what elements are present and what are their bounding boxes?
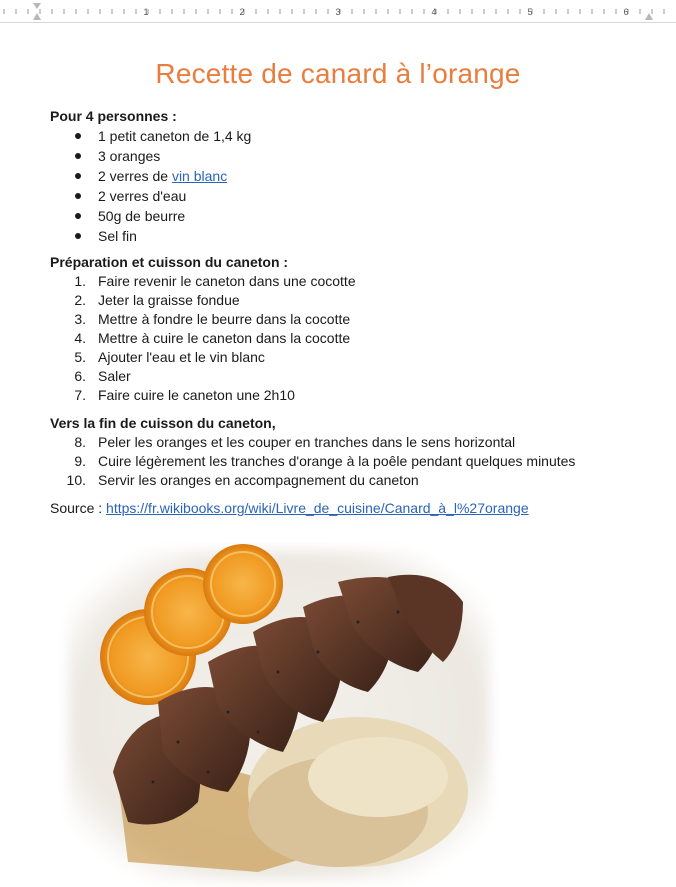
recipe-body [50, 106, 650, 518]
document-page [0, 22, 676, 887]
step-item [50, 452, 650, 471]
ruler-number: 1 [143, 7, 149, 17]
source-label: Source : [50, 500, 107, 516]
ruler-number: 4 [431, 7, 437, 17]
bullet-icon [75, 173, 81, 179]
ingredient-item [50, 126, 650, 146]
ingredient-text: 3 oranges [98, 148, 161, 164]
step-number: 5. [74, 349, 86, 365]
ruler-number: 3 [335, 7, 341, 17]
ingredient-item [50, 186, 650, 206]
step-text: Servir les oranges en accompagnement du caneton [98, 472, 419, 488]
step-number: 6. [74, 368, 86, 384]
step-number: 4. [74, 330, 86, 346]
ruler-number: 6 [623, 7, 629, 17]
ingredient-text: 50g de beurre [98, 208, 186, 224]
right-indent-marker-icon[interactable] [645, 13, 653, 20]
step-item [50, 272, 650, 291]
step-number: 3. [74, 311, 86, 327]
end-steps-list [50, 433, 650, 490]
step-number: 1. [74, 273, 86, 289]
step-item [50, 367, 650, 386]
ruler-number: 5 [527, 7, 533, 17]
duck-orange-dish-photo [58, 542, 500, 887]
step-text: Cuire légèrement les tranches d'orange à la poêle pendant quelques minutes [98, 453, 576, 469]
ingredient-item [50, 226, 650, 246]
step-number: 2. [74, 292, 86, 308]
step-text: Ajouter l'eau et le vin blanc [98, 349, 265, 365]
step-text: Mettre à cuire le caneton dans la cocotte [98, 330, 351, 346]
step-text: Faire cuire le caneton une 2h10 [98, 387, 295, 403]
document-title: Recette de canard à l’orange [155, 58, 521, 89]
ruler-number: 2 [239, 7, 245, 17]
bullet-icon [75, 133, 81, 139]
step-text: Jeter la graisse fondue [98, 292, 240, 308]
ingredient-item [50, 166, 650, 186]
source-line [50, 498, 650, 518]
step-number: 9. [74, 453, 86, 469]
step-item [50, 310, 650, 329]
ingredient-item [50, 206, 650, 226]
bullet-icon [75, 193, 81, 199]
step-item [50, 471, 650, 490]
ingredient-text: 2 verres de [98, 168, 172, 184]
ruler-ticks [0, 0, 676, 22]
horizontal-ruler[interactable] [0, 0, 676, 23]
step-item [50, 348, 650, 367]
source-link[interactable]: https://fr.wikibooks.org/wiki/Livre_de_cuisine/Canard_à_l%27orange [106, 500, 529, 516]
ingredient-link[interactable]: vin blanc [171, 168, 228, 184]
ingredient-text: 2 verres d'eau [98, 188, 187, 204]
bullet-icon [75, 213, 81, 219]
step-text: Saler [98, 368, 131, 384]
step-item [50, 386, 650, 405]
step-item [50, 433, 650, 452]
step-number: 7. [74, 387, 86, 403]
step-text: Peler les oranges et les couper en tranches dans le sens horizontal [98, 434, 516, 450]
prep-steps-list [50, 272, 650, 405]
step-number: 10. [66, 472, 86, 488]
servings-heading: Pour 4 personnes : [50, 108, 177, 124]
ingredient-text: 1 petit caneton de 1,4 kg [98, 128, 252, 144]
ingredient-list [50, 126, 650, 246]
step-item [50, 329, 650, 348]
bullet-icon [75, 233, 81, 239]
step-item [50, 291, 650, 310]
end-heading: Vers la fin de cuisson du caneton, [50, 415, 276, 431]
ingredient-item [50, 146, 650, 166]
step-text: Mettre à fondre le beurre dans la cocotte [98, 311, 351, 327]
step-number: 8. [74, 434, 86, 450]
step-text: Faire revenir le caneton dans une cocotte [98, 273, 356, 289]
bullet-icon [75, 153, 81, 159]
prep-heading: Préparation et cuisson du caneton : [50, 254, 289, 270]
ingredient-text: Sel fin [98, 228, 137, 244]
